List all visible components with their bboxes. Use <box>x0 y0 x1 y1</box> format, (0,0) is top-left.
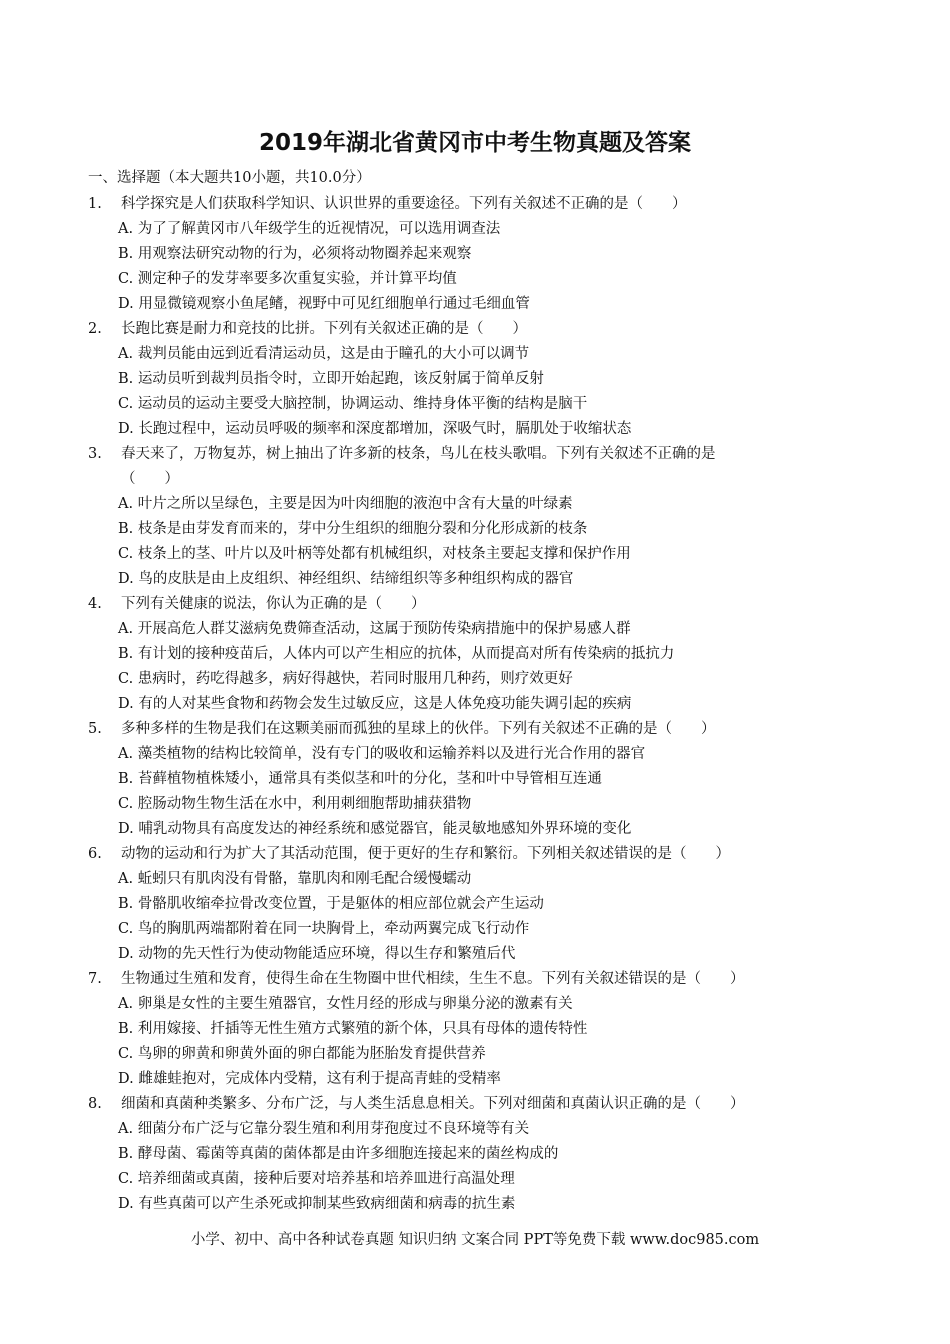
question-stem: 长跑比赛是耐力和竞技的比拼。下列有关叙述正确的是（ ） <box>121 321 527 337</box>
option-b: B. 利用嫁接、扦插等无性生殖方式繁殖的新个体，只具有母体的遗传特性 <box>118 1021 588 1037</box>
question-8 <box>88 1092 848 1217</box>
page-title: 2019年湖北省黄冈市中考生物真题及答案 <box>258 130 691 156</box>
option-b: B. 有计划的接种疫苗后，人体内可以产生相应的抗体，从而提高对所有传染病的抵抗力 <box>118 646 675 662</box>
option-c: C. 鸟的胸肌两端都附着在同一块胸骨上，牵动两翼完成飞行动作 <box>118 921 530 937</box>
option-a: A. 蚯蚓只有肌肉没有骨骼，靠肌肉和刚毛配合缓慢蠕动 <box>118 871 472 887</box>
question-stem-row <box>88 317 848 342</box>
option-b: B. 苔藓植物植株矮小，通常具有类似茎和叶的分化，茎和叶中导管相互连通 <box>118 771 602 787</box>
option-c: C. 运动员的运动主要受大脑控制，协调运动、维持身体平衡的结构是脑干 <box>118 396 588 412</box>
question-stem: 动物的运动和行为扩大了其活动范围，便于更好的生存和繁衍。下列相关叙述错误的是（ ） <box>121 846 730 862</box>
option-c: C. 枝条上的茎、叶片以及叶柄等处都有机械组织，对枝条主要起支撑和保护作用 <box>118 546 631 562</box>
option-d: D. 哺乳动物具有高度发达的神经系统和感觉器官，能灵敏地感知外界环境的变化 <box>118 821 632 837</box>
option-b: B. 酵母菌、霉菌等真菌的菌体都是由许多细胞连接起来的菌丝构成的 <box>118 1146 559 1162</box>
page-footer: 小学、初中、高中各种试卷真题 知识归纳 文案合同 PPT等免费下载 www.doc985.com <box>190 1232 760 1248</box>
section-heading: 一、选择题（本大题共10小题，共10.0分） <box>88 170 371 186</box>
question-3 <box>88 442 848 592</box>
option-d: D. 长跑过程中，运动员呼吸的频率和深度都增加，深吸气时，膈肌处于收缩状态 <box>118 421 632 437</box>
question-stem-row <box>88 967 848 992</box>
option-d: D. 动物的先天性行为使动物能适应环境，得以生存和繁殖后代 <box>118 946 516 962</box>
question-stem-row <box>88 442 848 467</box>
option-c: C. 测定种子的发芽率要多次重复实验，并计算平均值 <box>118 271 457 287</box>
answer-bracket: （ ） <box>121 471 179 487</box>
option-a: A. 叶片之所以呈绿色，主要是因为叶肉细胞的液泡中含有大量的叶绿素 <box>118 496 573 512</box>
question-stem: 多种多样的生物是我们在这颗美丽而孤独的星球上的伙伴。下列有关叙述不正确的是（ ） <box>121 721 716 737</box>
question-stem-row <box>88 592 848 617</box>
question-stem-row <box>88 1092 848 1117</box>
question-stem: 细菌和真菌种类繁多、分布广泛，与人类生活息息相关。下列对细菌和真菌认识正确的是（ ） <box>121 1096 745 1112</box>
option-b: B. 枝条是由芽发育而来的，芽中分生组织的细胞分裂和分化形成新的枝条 <box>118 521 588 537</box>
option-d: D. 有些真菌可以产生杀死或抑制某些致病细菌和病毒的抗生素 <box>118 1196 516 1212</box>
option-d: D. 有的人对某些食物和药物会发生过敏反应，这是人体免疫功能失调引起的疾病 <box>118 696 632 712</box>
option-d: D. 用显微镜观察小鱼尾鳍，视野中可见红细胞单行通过毛细血管 <box>118 296 530 312</box>
question-number: 5. <box>88 721 102 737</box>
option-b: B. 骨骼肌收缩牵拉骨改变位置，于是躯体的相应部位就会产生运动 <box>118 896 544 912</box>
question-number: 1. <box>88 196 102 212</box>
option-d: D. 雌雄蛙抱对，完成体内受精，这有利于提高青蛙的受精率 <box>118 1071 501 1087</box>
question-stem: 下列有关健康的说法，你认为正确的是（ ） <box>121 596 426 612</box>
option-a: A. 开展高危人群艾滋病免费筛查活动，这属于预防传染病措施中的保护易感人群 <box>118 621 631 637</box>
option-b: B. 用观察法研究动物的行为，必须将动物圈养起来观察 <box>118 246 472 262</box>
option-c: C. 腔肠动物生物生活在水中，利用刺细胞帮助捕获猎物 <box>118 796 472 812</box>
question-stem-row <box>88 717 848 742</box>
question-4 <box>88 592 848 717</box>
option-c: C. 鸟卵的卵黄和卵黄外面的卵白都能为胚胎发育提供营养 <box>118 1046 486 1062</box>
option-a: A. 裁判员能由远到近看清运动员，这是由于瞳孔的大小可以调节 <box>118 346 530 362</box>
question-number: 2. <box>88 321 102 337</box>
question-stem: 春天来了，万物复苏，树上抽出了许多新的枝条，鸟儿在枝头歌唱。下列有关叙述不正确的是 <box>121 446 716 462</box>
option-a: A. 为了了解黄冈市八年级学生的近视情况，可以选用调查法 <box>118 221 501 237</box>
question-5 <box>88 717 848 842</box>
question-number: 7. <box>88 971 102 987</box>
option-a: A. 藻类植物的结构比较简单，没有专门的吸收和运输养料以及进行光合作用的器官 <box>118 746 646 762</box>
option-a: A. 细菌分布广泛与它靠分裂生殖和利用芽孢度过不良环境等有关 <box>118 1121 530 1137</box>
question-number: 6. <box>88 846 102 862</box>
option-c: C. 培养细菌或真菌，接种后要对培养基和培养皿进行高温处理 <box>118 1171 515 1187</box>
question-stem: 科学探究是人们获取科学知识、认识世界的重要途径。下列有关叙述不正确的是（ ） <box>121 196 687 212</box>
question-number: 3. <box>88 446 102 462</box>
question-7 <box>88 967 848 1092</box>
question-stem-row <box>88 842 848 867</box>
option-a: A. 卵巢是女性的主要生殖器官，女性月经的形成与卵巢分泌的激素有关 <box>118 996 573 1012</box>
option-b: B. 运动员听到裁判员指令时，立即开始起跑，该反射属于简单反射 <box>118 371 544 387</box>
question-number: 8. <box>88 1096 102 1112</box>
question-number: 4. <box>88 596 102 612</box>
option-d: D. 鸟的皮肤是由上皮组织、神经组织、结缔组织等多种组织构成的器官 <box>118 571 574 587</box>
option-c: C. 患病时，药吃得越多，病好得越快，若同时服用几种药，则疗效更好 <box>118 671 573 687</box>
question-stem: 生物通过生殖和发育，使得生命在生物圈中世代相续，生生不息。下列有关叙述错误的是（ ） <box>121 971 745 987</box>
question-list <box>88 192 848 1217</box>
question-6 <box>88 842 848 967</box>
question-2 <box>88 317 848 442</box>
question-1 <box>88 192 848 317</box>
question-stem-row <box>88 192 848 217</box>
